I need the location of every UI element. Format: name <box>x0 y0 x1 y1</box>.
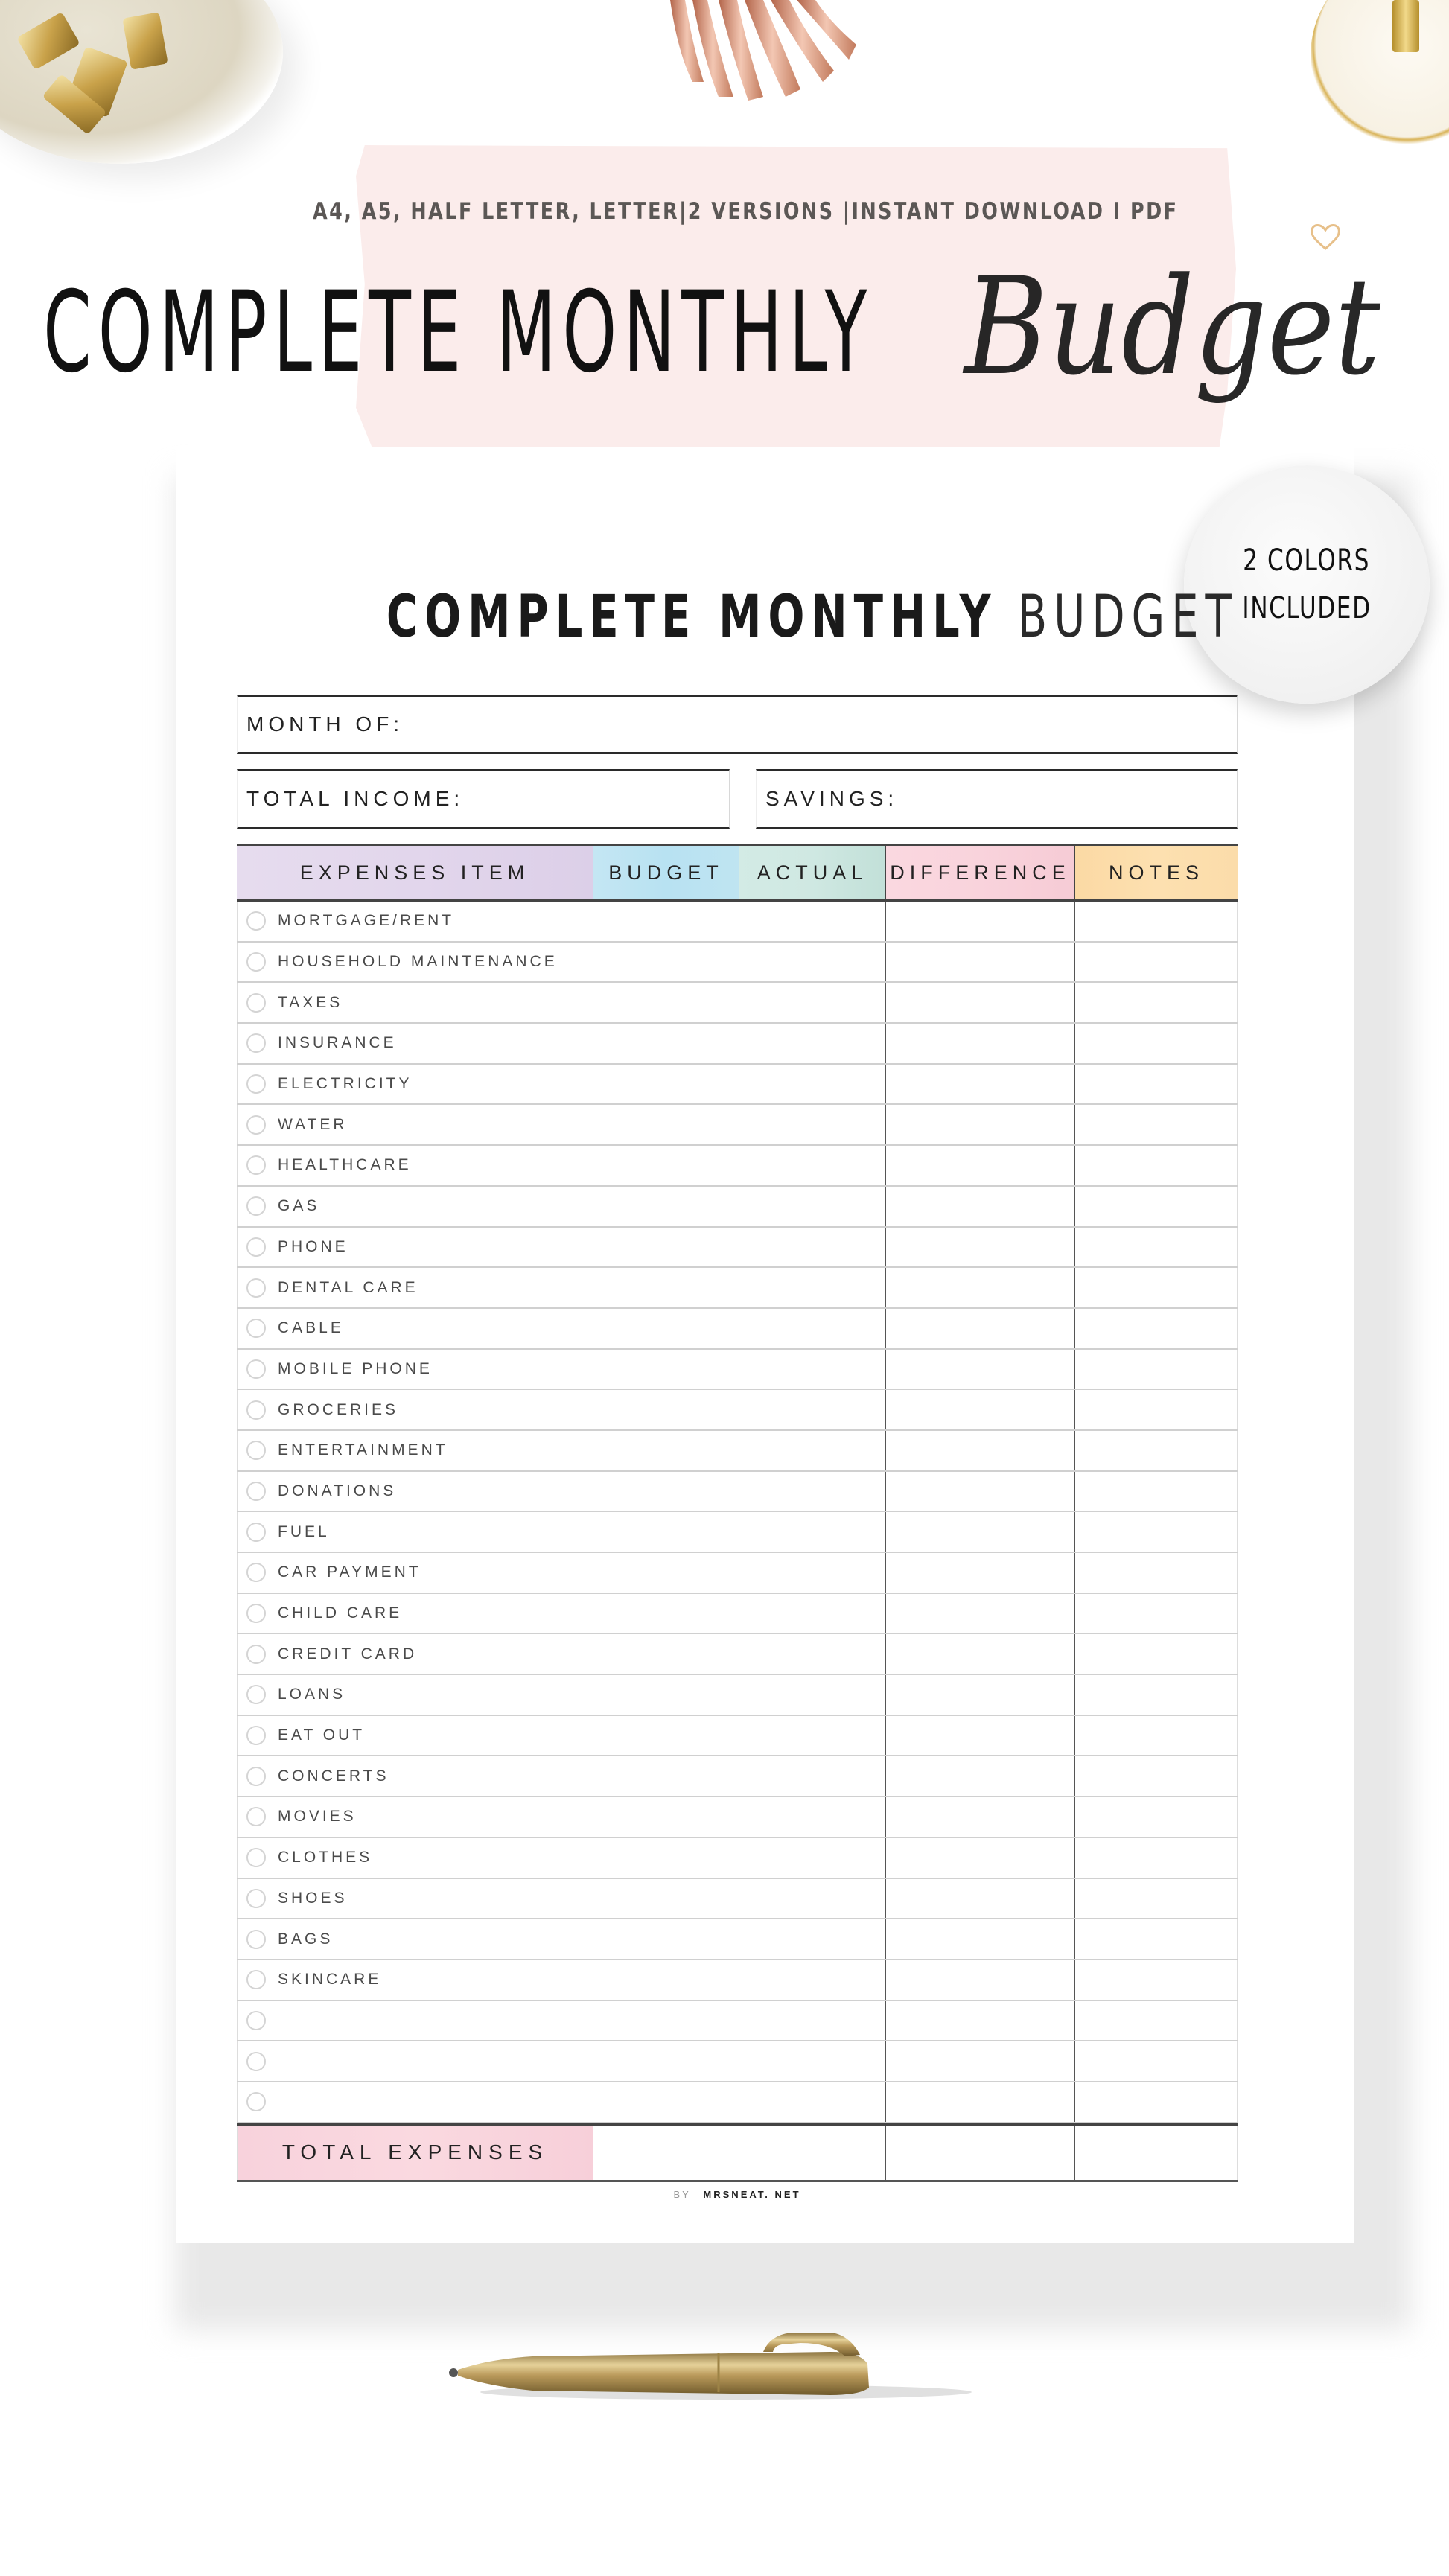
checkbox-circle-icon[interactable] <box>246 1115 266 1135</box>
difference-cell[interactable] <box>886 1919 1075 1959</box>
expense-item-cell <box>237 1472 593 1511</box>
budget-cell[interactable] <box>593 1716 739 1756</box>
expense-item-cell <box>237 2001 593 2041</box>
actual-cell[interactable] <box>739 1472 886 1511</box>
column-header-expenses-item: EXPENSES ITEM <box>237 846 593 899</box>
expense-item-cell <box>237 1879 593 1919</box>
expense-item-label: LOANS <box>278 1686 346 1703</box>
table-row <box>237 902 1238 943</box>
difference-cell[interactable] <box>886 902 1075 941</box>
difference-cell[interactable] <box>886 1228 1075 1267</box>
expense-item-label: CREDIT CARD <box>278 1645 418 1662</box>
expense-item-label: CONCERTS <box>278 1767 389 1785</box>
sheet-title <box>237 584 1238 651</box>
difference-cell[interactable] <box>886 1309 1075 1348</box>
notes-cell[interactable] <box>1075 1065 1238 1104</box>
actual-cell[interactable] <box>739 1228 886 1267</box>
checkbox-circle-icon[interactable] <box>246 1523 266 1542</box>
expense-item-cell <box>237 1309 593 1348</box>
expense-item-label: HEALTHCARE <box>278 1156 412 1174</box>
table-row <box>237 2041 1238 2082</box>
heart-icon <box>1309 222 1342 252</box>
difference-cell[interactable] <box>886 1187 1075 1226</box>
actual-cell[interactable] <box>739 2041 886 2081</box>
expense-item-cell <box>237 1960 593 2000</box>
budget-cell[interactable] <box>593 1553 739 1593</box>
expense-item-cell <box>237 1390 593 1429</box>
gold-binder-clips-bowl <box>0 0 283 164</box>
column-header-difference: DIFFERENCE <box>886 846 1075 899</box>
actual-cell[interactable] <box>739 1756 886 1796</box>
actual-cell[interactable] <box>739 1675 886 1715</box>
expense-item-cell <box>237 2082 593 2122</box>
table-row <box>237 1675 1238 1716</box>
budget-cell[interactable] <box>593 1960 739 2000</box>
actual-cell[interactable] <box>739 1797 886 1837</box>
difference-cell[interactable] <box>886 1431 1075 1470</box>
column-header-notes: NOTES <box>1075 846 1238 899</box>
expense-item-cell <box>237 983 593 1022</box>
table-row <box>237 1146 1238 1187</box>
table-row <box>237 1024 1238 1065</box>
expenses-table <box>237 844 1238 2182</box>
notes-cell[interactable] <box>1075 1553 1238 1593</box>
table-row <box>237 1350 1238 1391</box>
binder-clip-decoration <box>1392 0 1419 52</box>
table-row <box>237 1390 1238 1431</box>
actual-cell[interactable] <box>739 1187 886 1226</box>
expense-item-label: CAR PAYMENT <box>278 1563 421 1581</box>
actual-cell[interactable] <box>739 1512 886 1552</box>
notes-cell[interactable] <box>1075 1390 1238 1429</box>
budget-cell[interactable] <box>593 1268 739 1307</box>
difference-cell[interactable] <box>886 1146 1075 1185</box>
expense-item-cell <box>237 1228 593 1267</box>
expense-item-cell <box>237 1716 593 1756</box>
expense-item-cell <box>237 1431 593 1470</box>
notes-cell[interactable] <box>1075 1634 1238 1674</box>
table-row <box>237 1268 1238 1309</box>
checkbox-circle-icon[interactable] <box>246 1930 266 1949</box>
expense-item-label: CHILD CARE <box>278 1604 403 1622</box>
expense-item-label: ELECTRICITY <box>278 1075 413 1093</box>
budget-cell[interactable] <box>593 1675 739 1715</box>
budget-cell[interactable] <box>593 1431 739 1470</box>
table-row <box>237 1512 1238 1553</box>
difference-cell[interactable] <box>886 1634 1075 1674</box>
expense-item-label: DONATIONS <box>278 1482 397 1499</box>
expense-item-cell <box>237 1187 593 1226</box>
budget-cell[interactable] <box>593 902 739 941</box>
notes-cell[interactable] <box>1075 1472 1238 1511</box>
budget-cell[interactable] <box>593 1187 739 1226</box>
expense-item-cell <box>237 1634 593 1674</box>
expense-item-label: TAXES <box>278 993 343 1011</box>
notes-cell[interactable] <box>1075 1756 1238 1796</box>
difference-cell[interactable] <box>886 1716 1075 1756</box>
notes-cell[interactable] <box>1075 983 1238 1022</box>
budget-cell[interactable] <box>593 983 739 1022</box>
checkbox-circle-icon[interactable] <box>246 1767 266 1786</box>
expense-item-cell <box>237 1065 593 1104</box>
column-header-budget: BUDGET <box>593 846 739 899</box>
difference-cell[interactable] <box>886 1350 1075 1389</box>
total-income-label: TOTAL INCOME: <box>246 787 465 810</box>
expense-item-label: INSURANCE <box>278 1034 397 1052</box>
actual-cell[interactable] <box>739 1105 886 1144</box>
table-row <box>237 1634 1238 1675</box>
expense-item-cell <box>237 1268 593 1307</box>
expense-item-label: SKINCARE <box>278 1971 382 1989</box>
table-row <box>237 1187 1238 1228</box>
actual-cell[interactable] <box>739 1716 886 1756</box>
table-header <box>237 844 1238 902</box>
difference-cell[interactable] <box>886 1553 1075 1593</box>
notes-cell[interactable] <box>1075 1716 1238 1756</box>
expense-item-cell <box>237 1024 593 1063</box>
total-notes-cell[interactable] <box>1075 2126 1238 2180</box>
actual-cell[interactable] <box>739 1594 886 1633</box>
difference-cell[interactable] <box>886 1879 1075 1919</box>
actual-cell[interactable] <box>739 1879 886 1919</box>
budget-cell[interactable] <box>593 1919 739 1959</box>
actual-cell[interactable] <box>739 1390 886 1429</box>
checkbox-circle-icon[interactable] <box>246 1441 266 1460</box>
notes-cell[interactable] <box>1075 1512 1238 1552</box>
budget-cell[interactable] <box>593 2082 739 2122</box>
expense-item-label: SHOES <box>278 1889 348 1907</box>
difference-cell[interactable] <box>886 1797 1075 1837</box>
checkbox-circle-icon[interactable] <box>246 1726 266 1745</box>
expense-item-cell <box>237 1105 593 1144</box>
savings-field[interactable] <box>756 769 1238 829</box>
checkbox-circle-icon[interactable] <box>246 952 266 972</box>
budget-cell[interactable] <box>593 1390 739 1429</box>
table-row <box>237 1838 1238 1879</box>
rose-gold-leaf-decoration <box>663 0 946 108</box>
difference-cell[interactable] <box>886 1675 1075 1715</box>
budget-cell[interactable] <box>593 1634 739 1674</box>
budget-cell[interactable] <box>593 1756 739 1796</box>
notes-cell[interactable] <box>1075 1024 1238 1063</box>
difference-cell[interactable] <box>886 2041 1075 2081</box>
checkbox-circle-icon[interactable] <box>246 1278 266 1298</box>
difference-cell[interactable] <box>886 1105 1075 1144</box>
table-row <box>237 1065 1238 1106</box>
budget-cell[interactable] <box>593 2001 739 2041</box>
table-row <box>237 1919 1238 1960</box>
sheet-title-bold: COMPLETE MONTHLY <box>386 584 998 651</box>
table-row <box>237 1431 1238 1472</box>
actual-cell[interactable] <box>739 1350 886 1389</box>
table-row <box>237 1756 1238 1797</box>
budget-cell[interactable] <box>593 1838 739 1878</box>
table-row <box>237 1594 1238 1635</box>
checkbox-circle-icon[interactable] <box>246 993 266 1013</box>
checkbox-circle-icon[interactable] <box>246 1482 266 1501</box>
notes-cell[interactable] <box>1075 1919 1238 1959</box>
notes-cell[interactable] <box>1075 1675 1238 1715</box>
budget-cell[interactable] <box>593 1065 739 1104</box>
checkbox-circle-icon[interactable] <box>246 1848 266 1867</box>
expense-item-label: CABLE <box>278 1319 344 1337</box>
footer-by: BY <box>673 2189 691 2200</box>
table-row <box>237 2082 1238 2123</box>
table-row <box>237 983 1238 1024</box>
expense-item-label: WATER <box>278 1115 348 1133</box>
checkbox-circle-icon[interactable] <box>246 911 266 931</box>
actual-cell[interactable] <box>739 1553 886 1593</box>
sheet-title-light: BUDGET <box>1017 584 1238 651</box>
difference-cell[interactable] <box>886 1024 1075 1063</box>
expense-item-label: PHONE <box>278 1237 348 1255</box>
difference-cell[interactable] <box>886 1512 1075 1552</box>
expense-item-cell <box>237 1512 593 1552</box>
total-difference-cell[interactable] <box>886 2126 1075 2180</box>
checkbox-circle-icon[interactable] <box>246 1074 266 1094</box>
expense-item-cell <box>237 1838 593 1878</box>
notes-cell[interactable] <box>1075 1838 1238 1878</box>
difference-cell[interactable] <box>886 1838 1075 1878</box>
actual-cell[interactable] <box>739 1268 886 1307</box>
actual-cell[interactable] <box>739 2082 886 2122</box>
difference-cell[interactable] <box>886 1268 1075 1307</box>
month-of-field[interactable] <box>237 695 1238 754</box>
checkbox-circle-icon[interactable] <box>246 1807 266 1826</box>
budget-cell[interactable] <box>593 1228 739 1267</box>
difference-cell[interactable] <box>886 2001 1075 2041</box>
expense-item-cell <box>237 1919 593 1959</box>
actual-cell[interactable] <box>739 1431 886 1470</box>
expense-item-label: CLOTHES <box>278 1849 373 1866</box>
notes-cell[interactable] <box>1075 2001 1238 2041</box>
budget-cell[interactable] <box>593 1024 739 1063</box>
difference-cell[interactable] <box>886 1065 1075 1104</box>
checkbox-circle-icon[interactable] <box>246 2052 266 2071</box>
actual-cell[interactable] <box>739 2001 886 2041</box>
expense-item-cell <box>237 1756 593 1796</box>
table-row <box>237 1472 1238 1513</box>
footer-site: MRSNEAT. NET <box>703 2189 801 2200</box>
notes-cell[interactable] <box>1075 2082 1238 2122</box>
budget-cell[interactable] <box>593 2041 739 2081</box>
difference-cell[interactable] <box>886 1960 1075 2000</box>
actual-cell[interactable] <box>739 1146 886 1185</box>
gold-pen-decoration <box>443 2327 1001 2408</box>
checkbox-circle-icon[interactable] <box>246 2092 266 2111</box>
checkbox-circle-icon[interactable] <box>246 1889 266 1908</box>
expense-item-label: BAGS <box>278 1930 334 1948</box>
savings-label: SAVINGS: <box>765 787 899 810</box>
budget-cell[interactable] <box>593 1512 739 1552</box>
expense-item-label: MOBILE PHONE <box>278 1359 433 1377</box>
difference-cell[interactable] <box>886 983 1075 1022</box>
total-actual-cell[interactable] <box>739 2126 886 2180</box>
checkbox-circle-icon[interactable] <box>246 1685 266 1704</box>
budget-cell[interactable] <box>593 1309 739 1348</box>
table-row <box>237 1228 1238 1269</box>
difference-cell[interactable] <box>886 2082 1075 2122</box>
expense-item-cell <box>237 1146 593 1185</box>
budget-cell[interactable] <box>593 1146 739 1185</box>
actual-cell[interactable] <box>739 983 886 1022</box>
checkbox-circle-icon[interactable] <box>246 1033 266 1053</box>
hero-script-title: Budget <box>964 249 1380 405</box>
difference-cell[interactable] <box>886 1472 1075 1511</box>
expense-item-label: GROCERIES <box>278 1400 399 1418</box>
expense-item-cell <box>237 1553 593 1593</box>
actual-cell[interactable] <box>739 943 886 982</box>
total-expenses-row <box>237 2123 1238 2182</box>
notes-cell[interactable] <box>1075 902 1238 941</box>
total-budget-cell[interactable] <box>593 2126 739 2180</box>
table-body <box>237 902 1238 2123</box>
notes-cell[interactable] <box>1075 1797 1238 1837</box>
actual-cell[interactable] <box>739 1065 886 1104</box>
table-row <box>237 943 1238 983</box>
notes-cell[interactable] <box>1075 1350 1238 1389</box>
checkbox-circle-icon[interactable] <box>246 1237 266 1257</box>
total-income-field[interactable] <box>237 769 730 829</box>
checkbox-circle-icon[interactable] <box>246 1196 266 1216</box>
product-formats-subtitle: A4, A5, HALF LETTER, LETTER|2 VERSIONS |INSTANT DOWNLOAD I PDF <box>313 198 1179 225</box>
table-row <box>237 1879 1238 1920</box>
badge-line-2: INCLUDED <box>1242 591 1372 625</box>
actual-cell[interactable] <box>739 1024 886 1063</box>
notes-cell[interactable] <box>1075 1187 1238 1226</box>
expense-item-cell <box>237 1594 593 1633</box>
checkbox-circle-icon[interactable] <box>246 1400 266 1420</box>
expense-item-label: MOVIES <box>278 1808 357 1826</box>
notes-cell[interactable] <box>1075 1431 1238 1470</box>
table-row <box>237 1716 1238 1757</box>
budget-cell[interactable] <box>593 943 739 982</box>
expense-item-cell <box>237 1797 593 1837</box>
table-row <box>237 1960 1238 2001</box>
actual-cell[interactable] <box>739 1919 886 1959</box>
actual-cell[interactable] <box>739 902 886 941</box>
month-of-label: MONTH OF: <box>246 712 404 736</box>
notes-cell[interactable] <box>1075 1309 1238 1348</box>
difference-cell[interactable] <box>886 943 1075 982</box>
notes-cell[interactable] <box>1075 943 1238 982</box>
expense-item-label: MORTGAGE/RENT <box>278 912 455 930</box>
checkbox-circle-icon[interactable] <box>246 1319 266 1338</box>
actual-cell[interactable] <box>739 1309 886 1348</box>
checkbox-circle-icon[interactable] <box>246 1604 266 1623</box>
expense-item-cell <box>237 1675 593 1715</box>
budget-cell[interactable] <box>593 1350 739 1389</box>
notes-cell[interactable] <box>1075 1228 1238 1267</box>
expense-item-cell <box>237 1350 593 1389</box>
expense-item-cell <box>237 943 593 982</box>
difference-cell[interactable] <box>886 1756 1075 1796</box>
hero-title: COMPLETE MONTHLY <box>43 268 874 398</box>
notes-cell[interactable] <box>1075 1105 1238 1144</box>
expense-item-label: EAT OUT <box>278 1727 366 1744</box>
total-expenses-label: TOTAL EXPENSES <box>237 2126 593 2180</box>
sheet-footer <box>237 2189 1238 2200</box>
table-row <box>237 2001 1238 2042</box>
gold-rim-plate-decoration <box>1311 0 1449 156</box>
budget-cell[interactable] <box>593 1797 739 1837</box>
expense-item-label: GAS <box>278 1197 320 1215</box>
expense-item-label: HOUSEHOLD MAINTENANCE <box>278 953 558 971</box>
table-row <box>237 1309 1238 1350</box>
expense-item-label: FUEL <box>278 1523 330 1540</box>
expense-item-cell <box>237 902 593 941</box>
expense-item-label: ENTERTAINMENT <box>278 1441 448 1459</box>
table-row <box>237 1553 1238 1594</box>
budget-cell[interactable] <box>593 1594 739 1633</box>
budget-cell[interactable] <box>593 1105 739 1144</box>
checkbox-circle-icon[interactable] <box>246 2011 266 2030</box>
notes-cell[interactable] <box>1075 2041 1238 2081</box>
expense-item-label: DENTAL CARE <box>278 1278 418 1296</box>
checkbox-circle-icon[interactable] <box>246 1970 266 1989</box>
checkbox-circle-icon[interactable] <box>246 1359 266 1379</box>
actual-cell[interactable] <box>739 1838 886 1878</box>
difference-cell[interactable] <box>886 1594 1075 1633</box>
checkbox-circle-icon[interactable] <box>246 1645 266 1664</box>
notes-cell[interactable] <box>1075 1146 1238 1185</box>
checkbox-circle-icon[interactable] <box>246 1155 266 1175</box>
notes-cell[interactable] <box>1075 1960 1238 2000</box>
actual-cell[interactable] <box>739 1634 886 1674</box>
checkbox-circle-icon[interactable] <box>246 1563 266 1582</box>
difference-cell[interactable] <box>886 1390 1075 1429</box>
expense-item-cell <box>237 2041 593 2081</box>
column-header-actual: ACTUAL <box>739 846 886 899</box>
notes-cell[interactable] <box>1075 1268 1238 1307</box>
actual-cell[interactable] <box>739 1960 886 2000</box>
table-row <box>237 1797 1238 1838</box>
budget-cell[interactable] <box>593 1472 739 1511</box>
notes-cell[interactable] <box>1075 1879 1238 1919</box>
budget-cell[interactable] <box>593 1879 739 1919</box>
badge-line-1: 2 COLORS <box>1243 543 1371 578</box>
table-row <box>237 1105 1238 1146</box>
notes-cell[interactable] <box>1075 1594 1238 1633</box>
